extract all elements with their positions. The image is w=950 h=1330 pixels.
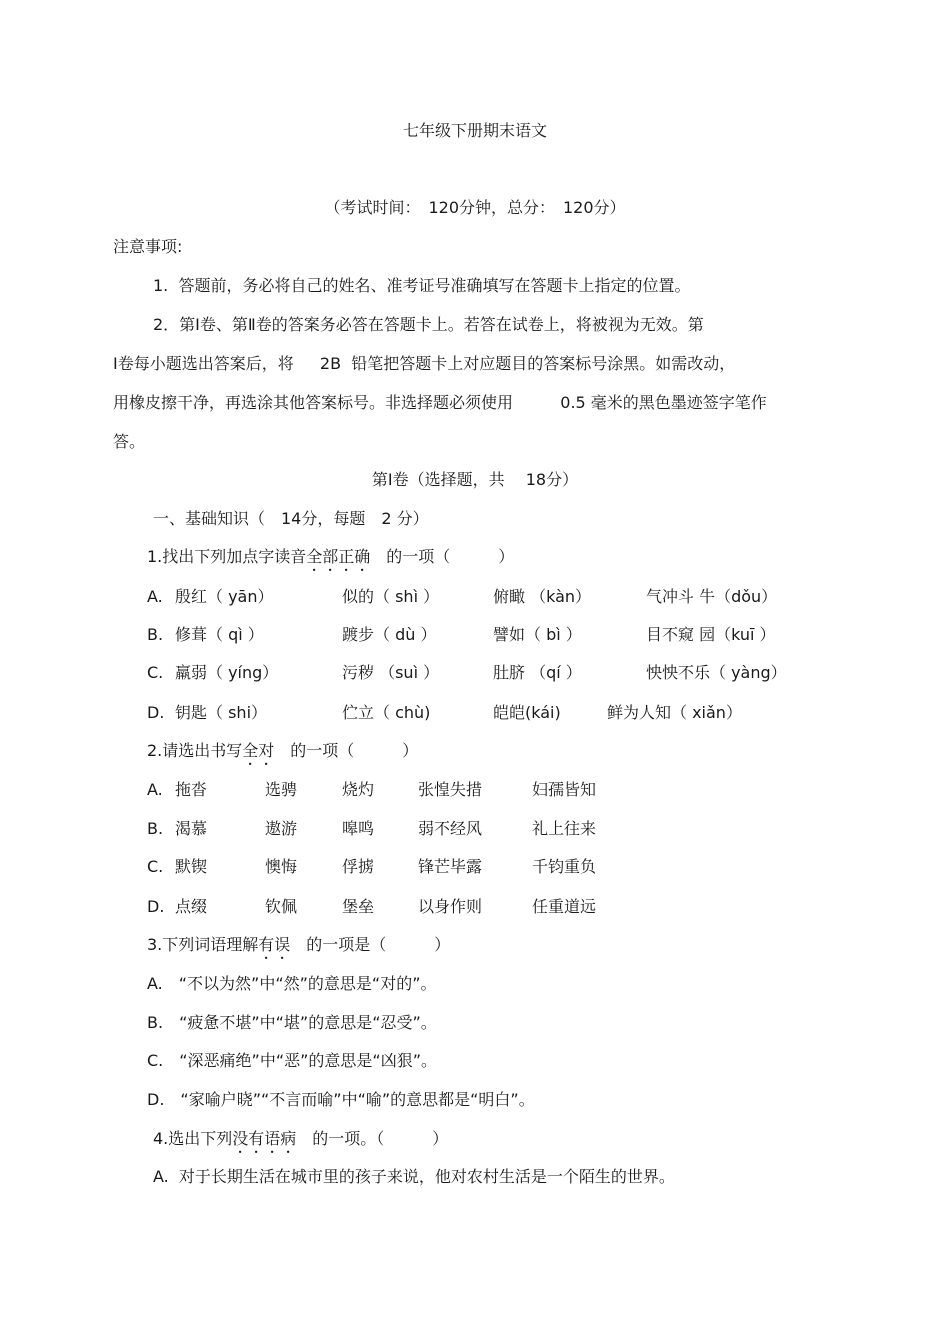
option-label: A.: [147, 587, 163, 606]
q1-d-item-1: 钥匙（ shi）: [175, 703, 268, 722]
part-1-title: 一、基础知识（ 14分，每题 2 分）: [153, 509, 429, 528]
option-label: B.: [147, 819, 164, 838]
q3-option-c: C. “深恶痛绝”中“恶”的意思是“凶狠”。: [147, 1051, 437, 1070]
q2-b-word-2: 遨游: [265, 819, 298, 838]
q4-stem-emphasis: 没有语病: [232, 1129, 297, 1148]
q2-b-word-5: 礼上往来: [532, 819, 597, 838]
note-2-line-1: 2．第Ⅰ卷、第Ⅱ卷的答案务必答在答题卡上。若答在试卷上，将被视为无效。第: [153, 315, 704, 334]
q2-c-word-3: 俘掳: [342, 857, 375, 876]
q1-b-item-2: 踱步（ dù ）: [342, 625, 437, 644]
q4-stem: [153, 1128, 448, 1157]
q1-c-item-1: 羸弱（ yíng）: [175, 663, 279, 682]
note-2-line-3: 用橡皮擦干净，再选涂其他答案标号。非选择题必须使用 0.5 毫米的黑色墨迹签字笔作: [113, 393, 767, 412]
q2-a-word-2: 选骋: [265, 780, 298, 799]
section-1-title: 第Ⅰ卷（选择题，共 18分）: [371, 470, 579, 489]
q1-a-item-3: 俯瞰 （kàn）: [493, 587, 592, 606]
q2-c-word-2: 懊悔: [265, 857, 298, 876]
q3-stem: [147, 934, 450, 963]
q2-b-word-1: 渴慕: [175, 819, 208, 838]
option-label: A.: [147, 780, 163, 799]
q2-b-word-4: 弱不经风: [418, 819, 483, 838]
q2-b-word-3: 嗥鸣: [342, 819, 375, 838]
q2-stem: [147, 740, 418, 769]
note-2-line-4: 答。: [113, 432, 146, 451]
q2-c-word-5: 千钧重负: [532, 857, 597, 876]
q1-stem-post: 的一项（ ）: [370, 547, 515, 566]
note-2-line-2: Ⅰ卷每小题选出答案后，将 2B 铅笔把答题卡上对应题目的答案标号涂黑。如需改动，: [113, 354, 736, 373]
q3-option-a: A. “不以为然”中“然”的意思是“对的”。: [147, 974, 437, 993]
notes-heading: 注意事项:: [113, 237, 183, 256]
q2-d-word-5: 任重道远: [532, 897, 597, 916]
q1-b-item-1: 修葺（ qì ）: [175, 625, 264, 644]
q2-stem-post: 的一项（ ）: [274, 741, 419, 760]
option-label: B.: [147, 625, 164, 644]
exam-info: （考试时间： 120分钟，总分： 120分）: [324, 198, 626, 217]
q4-stem-post: 的一项。（ ）: [296, 1129, 449, 1148]
note-1: 1. 答题前，务必将自己的姓名、准考证号准确填写在答题卡上指定的位置。: [153, 276, 691, 295]
q3-stem-post: 的一项是（ ）: [290, 935, 451, 954]
q4-option-a: A. 对于长期生活在城市里的孩子来说，他对农村生活是一个陌生的世界。: [153, 1167, 675, 1186]
q1-c-item-4: 怏怏不乐（ yàng）: [646, 663, 787, 682]
q1-d-item-2: 伫立（ chù): [342, 703, 431, 722]
q2-stem-emphasis: 全对: [242, 741, 275, 760]
q2-d-word-1: 点缀: [175, 897, 208, 916]
q1-b-item-4: 目不窥 园（kuī ）: [646, 625, 776, 644]
q2-d-word-3: 堡垒: [342, 897, 375, 916]
q1-a-item-4: 气冲斗 牛（dǒu）: [646, 587, 778, 606]
q1-a-item-1: 殷红（ yān）: [175, 587, 274, 606]
q3-option-b: B. “疲惫不堪”中“堪”的意思是“忍受”。: [147, 1013, 437, 1032]
q2-c-word-4: 锋芒毕露: [418, 857, 483, 876]
q2-a-word-4: 张惶失措: [418, 780, 483, 799]
q1-stem-pre: 1.找出下列加点字读音: [147, 547, 307, 566]
option-label: D.: [147, 897, 165, 916]
q2-a-word-1: 拖沓: [175, 780, 208, 799]
q1-a-item-2: 似的（ shì ）: [342, 587, 440, 606]
q1-c-item-3: 肚脐 （qí ）: [493, 663, 582, 682]
q1-d-item-4: 鲜为人知（ xiǎn）: [607, 703, 742, 722]
q2-d-word-2: 钦佩: [265, 897, 298, 916]
q2-stem-pre: 2.请选出书写: [147, 741, 243, 760]
q3-stem-emphasis: 有误: [258, 935, 291, 954]
q3-stem-pre: 3.下列词语理解: [147, 935, 259, 954]
option-label: D.: [147, 703, 165, 722]
q1-stem: [147, 546, 514, 575]
q2-c-word-1: 默锲: [175, 857, 208, 876]
option-label: C.: [147, 663, 164, 682]
q2-a-word-3: 烧灼: [342, 780, 375, 799]
q1-stem-emphasis: 全部正确: [306, 547, 371, 566]
q4-stem-pre: 4.选出下列: [153, 1129, 233, 1148]
q1-b-item-3: 譬如（ bì ）: [493, 625, 582, 644]
q1-d-item-3: 皑皑(kái): [493, 703, 561, 722]
exam-title: 七年级下册期末语文: [402, 121, 547, 140]
q2-d-word-4: 以身作则: [418, 897, 483, 916]
q3-option-d: D. “家喻户晓”“不言而喻”中“喻”的意思都是“明白”。: [147, 1090, 535, 1109]
option-label: C.: [147, 857, 164, 876]
q2-a-word-5: 妇孺皆知: [532, 780, 597, 799]
q1-c-item-2: 污秽 （suì ）: [342, 663, 440, 682]
